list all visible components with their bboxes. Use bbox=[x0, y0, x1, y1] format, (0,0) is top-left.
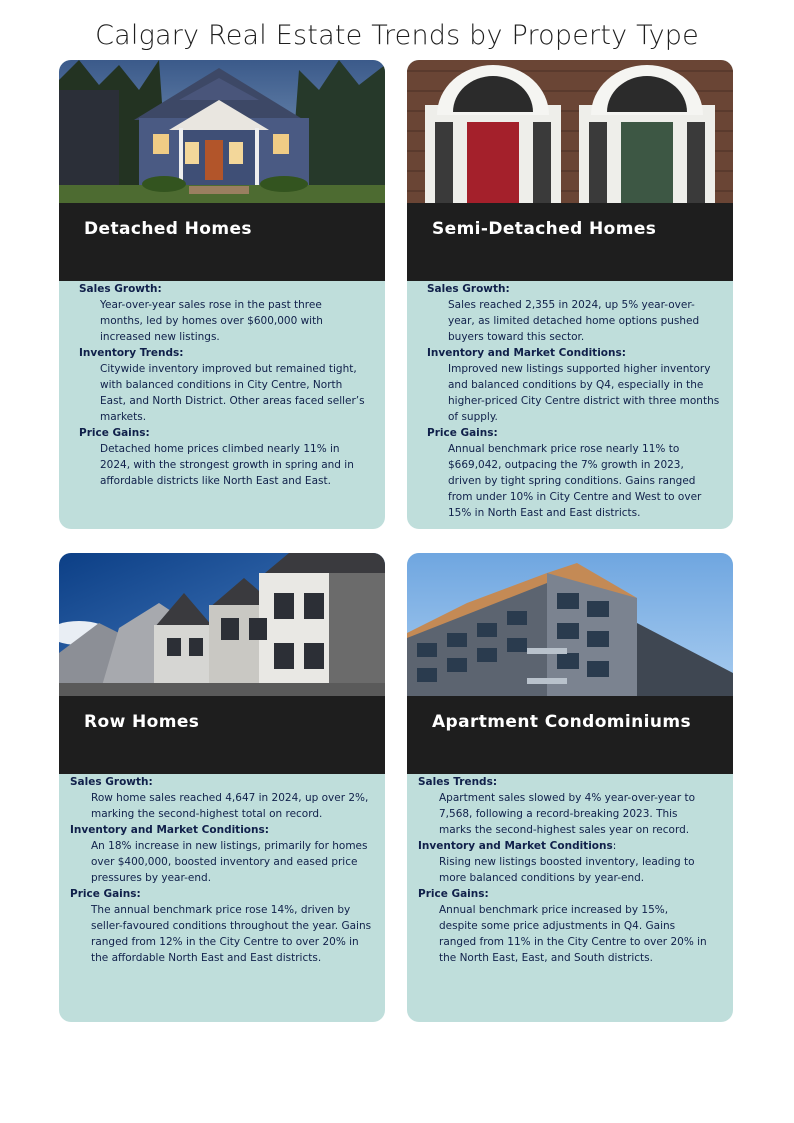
card-body bbox=[59, 281, 385, 489]
card-title: Row Homes bbox=[84, 712, 200, 732]
card-body bbox=[407, 774, 733, 966]
section-heading-sales-growth: Sales Growth: bbox=[427, 283, 510, 295]
card-body bbox=[59, 774, 385, 966]
section-text-inventory-market: Rising new listings boosted inventory, leading to more balanced conditions by year-end. bbox=[439, 856, 695, 884]
detached-home-photo bbox=[59, 60, 385, 203]
section-text-sales-growth: Row home sales reached 4,647 in 2024, up over 2%, marking the second-highest total on record. bbox=[91, 792, 369, 820]
title-band bbox=[59, 696, 385, 774]
section-text-price-gains: Annual benchmark price increased by 15%, despite some price adjustments in Q4. Gains ranged from 11% in the City Centre to over 20% in the North East, East, and South districts. bbox=[439, 904, 707, 964]
page-title: Calgary Real Estate Trends by Property Type bbox=[95, 20, 699, 51]
row-homes-photo bbox=[59, 553, 385, 696]
section-heading-price-gains: Price Gains: bbox=[79, 427, 150, 439]
card-body bbox=[407, 281, 733, 521]
section-heading-price-gains: Price Gains: bbox=[70, 888, 141, 900]
section-text-sales-trends: Apartment sales slowed by 4% year-over-year to 7,568, following a record-breaking 2023. This marks the second-highest sales year on record. bbox=[439, 792, 696, 836]
heading-colon: : bbox=[612, 840, 617, 852]
card-apartment-condominiums bbox=[407, 553, 733, 1022]
section-heading-inventory-market bbox=[418, 838, 733, 854]
section-text-price-gains: The annual benchmark price rose 14%, driven by seller-favoured conditions throughout the year. Gains ranged from 12% in the City Centre to over 20% in the affordable North East and East districts. bbox=[91, 904, 372, 964]
section-heading-sales-growth: Sales Growth: bbox=[70, 776, 153, 788]
heading-label: Inventory and Market Conditions bbox=[418, 840, 613, 852]
card-detached-homes bbox=[59, 60, 385, 529]
section-text-sales-growth: Sales reached 2,355 in 2024, up 5% year-over-year, as limited detached home options pushed buyers toward this sector. bbox=[448, 299, 700, 343]
section-heading-price-gains: Price Gains: bbox=[418, 888, 489, 900]
section-text-sales-growth: Year-over-year sales rose in the past three months, led by homes over $600,000 with increased new listings. bbox=[100, 299, 323, 343]
section-text-inventory-trends: Citywide inventory improved but remained tight, with balanced conditions in City Centre, North East, and North District. Other areas faced seller’s markets. bbox=[100, 363, 365, 423]
section-heading-inventory-market: Inventory and Market Conditions: bbox=[70, 824, 269, 836]
section-heading-sales-growth: Sales Growth: bbox=[79, 283, 162, 295]
title-band bbox=[59, 203, 385, 281]
semi-detached-doors-photo bbox=[407, 60, 733, 203]
section-text-inventory-market: An 18% increase in new listings, primarily for homes over $400,000, boosted inventory and eased price pressures by year-end. bbox=[91, 840, 368, 884]
card-title: Apartment Condominiums bbox=[432, 712, 692, 732]
section-heading-inventory-market: Inventory and Market Conditions: bbox=[427, 347, 626, 359]
card-title: Semi-Detached Homes bbox=[432, 219, 657, 239]
section-heading-inventory-trends: Inventory Trends: bbox=[79, 347, 184, 359]
title-band bbox=[407, 203, 733, 281]
section-heading-price-gains: Price Gains: bbox=[427, 427, 498, 439]
title-band bbox=[407, 696, 733, 774]
card-semi-detached-homes bbox=[407, 60, 733, 529]
section-text-inventory-market: Improved new listings supported higher inventory and balanced conditions by Q4, especially in the higher-priced City Centre district with three months of supply. bbox=[448, 363, 720, 423]
apartment-building-photo bbox=[407, 553, 733, 696]
section-heading-sales-trends: Sales Trends: bbox=[418, 776, 498, 788]
card-row-homes bbox=[59, 553, 385, 1022]
card-title: Detached Homes bbox=[84, 219, 252, 239]
section-text-price-gains: Annual benchmark price rose nearly 11% to $669,042, outpacing the 7% growth in 2023, driven by tight spring conditions. Gains ranged from under 10% in City Centre and West to over 15% in North East and East districts. bbox=[448, 443, 702, 519]
section-text-price-gains: Detached home prices climbed nearly 11% in 2024, with the strongest growth in spring and in affordable districts like North East and East. bbox=[100, 443, 354, 487]
